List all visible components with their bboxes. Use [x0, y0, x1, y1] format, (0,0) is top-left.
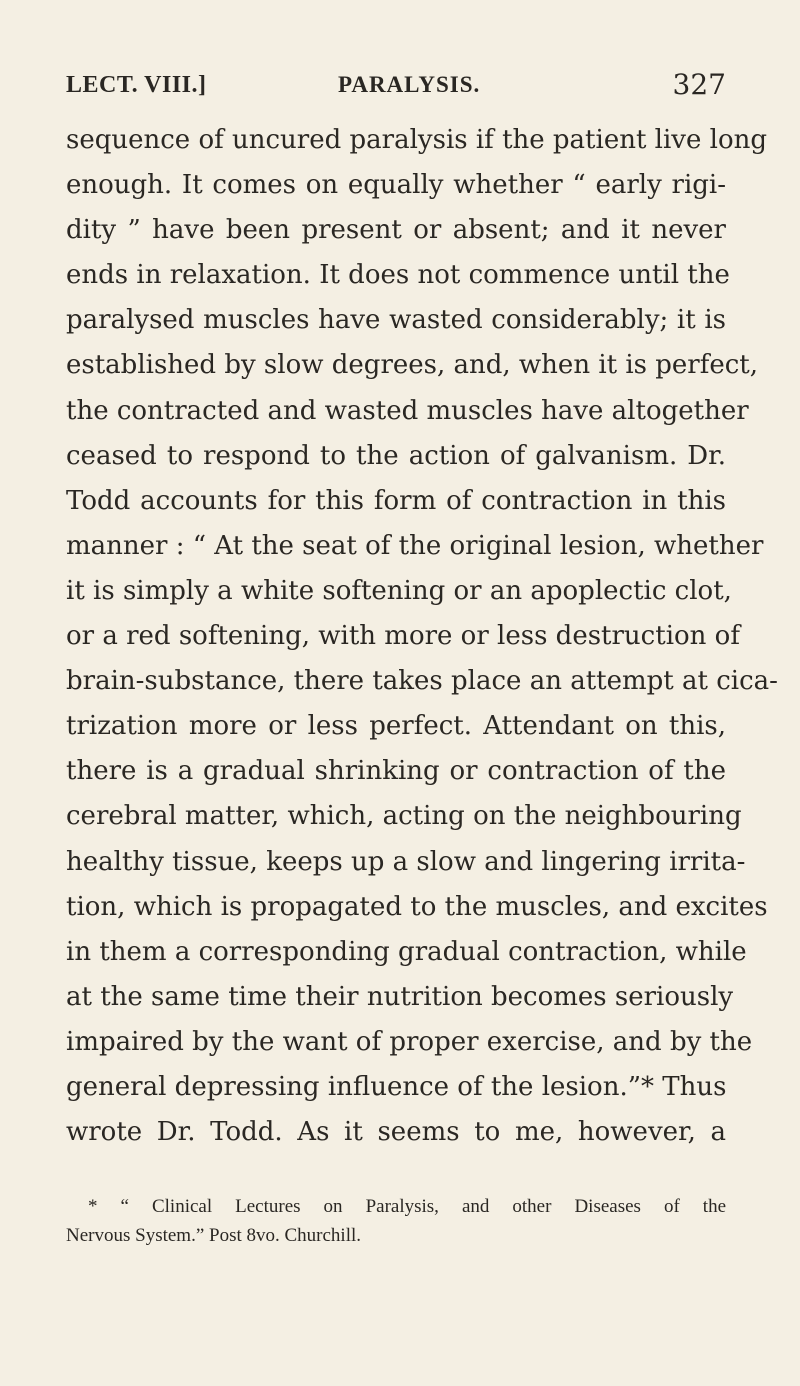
text-line: healthy tissue, keeps up a slow and lingering irrita- [66, 846, 746, 877]
footnote [66, 1192, 726, 1250]
text-line: established by slow degrees, and, when it is perfect, [66, 350, 759, 381]
text-line: the contracted and wasted muscles have altogether [66, 395, 749, 426]
running-header [66, 68, 726, 102]
running-head-lecture: LECT. VIII.] [66, 72, 207, 98]
text-line: enough. It comes on equally whether “ early rigi- [66, 170, 726, 201]
body-text [66, 118, 778, 1155]
text-line: trization more or less perfect. Attendant on this, [66, 711, 726, 742]
text-line: cerebral matter, which, acting on the neighbouring [66, 801, 742, 832]
text-line: it is simply a white softening or an apoplectic clot, [66, 575, 732, 606]
text-line: in them a corresponding gradual contraction, while [66, 936, 747, 967]
text-line: at the same time their nutrition becomes seriously [66, 981, 734, 1012]
text-line: manner : “ At the seat of the original lesion, whether [66, 530, 764, 561]
page-number: 327 [672, 68, 726, 101]
text-line: sequence of uncured paralysis if the patient live long [66, 125, 767, 155]
text-line: dity ” have been present or absent; and it never [66, 215, 726, 246]
text-line: or a red softening, with more or less destruction of [66, 621, 740, 652]
text-line: general depressing influence of the lesion.”* Thus [66, 1071, 727, 1102]
text-line: ends in relaxation. It does not commence until the [66, 260, 730, 291]
text-line: impaired by the want of proper exercise, and by the [66, 1026, 753, 1057]
text-line: brain-substance, there takes place an attempt at cica- [66, 666, 778, 697]
text-line: paralysed muscles have wasted considerably; it is [66, 305, 726, 336]
text-line: wrote Dr. Todd. As it seems to me, however, a [66, 1117, 726, 1148]
text-line: tion, which is propagated to the muscles, and excites [66, 891, 768, 922]
text-line: ceased to respond to the action of galvanism. Dr. [66, 440, 726, 471]
text-line: Todd accounts for this form of contraction in this [66, 485, 726, 516]
text-line: there is a gradual shrinking or contraction of the [66, 756, 726, 787]
footnote-line: Nervous System.” Post 8vo. Churchill. [66, 1225, 362, 1246]
footnote-line: * “ Clinical Lectures on Paralysis, and other Diseases of the [88, 1196, 726, 1217]
running-head-title: PARALYSIS. [338, 72, 481, 97]
